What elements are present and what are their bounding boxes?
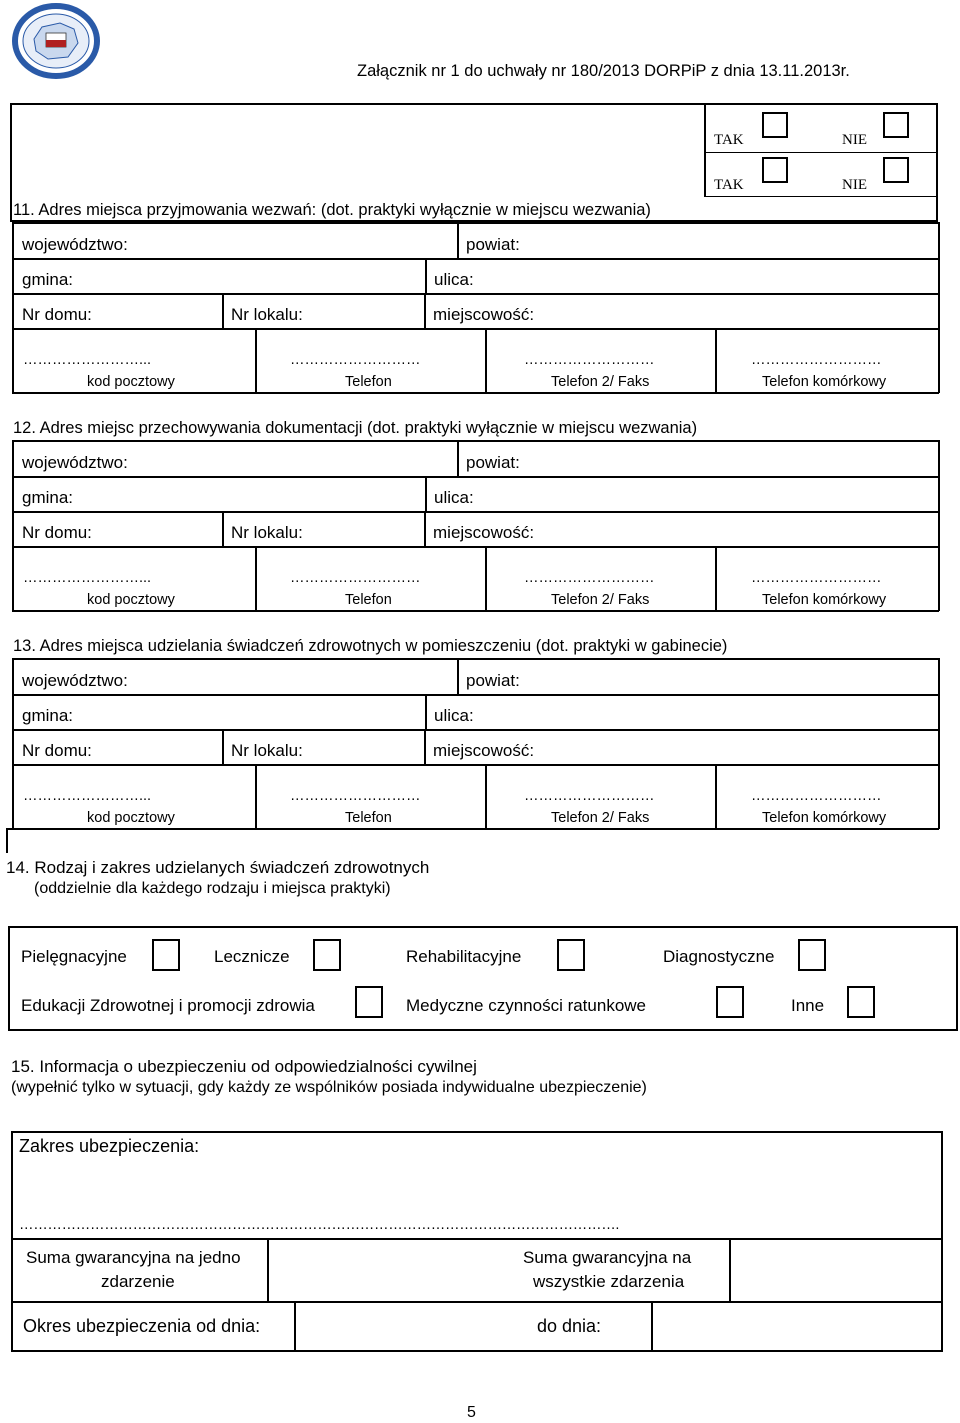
option-rehabilitacyjne: Rehabilitacyjne xyxy=(406,947,522,966)
gmina-label: gmina: xyxy=(22,488,74,507)
section-14-subtitle: (oddzielnie dla każdego rodzaju i miejsca praktyki) xyxy=(34,880,391,897)
mobile-dots: ……………………… xyxy=(751,352,882,368)
phone-dots: ……………………… xyxy=(290,352,421,368)
telefon2-faks-label: Telefon 2/ Faks xyxy=(551,810,650,826)
ulica-label: ulica: xyxy=(434,488,474,507)
option-edukacji: Edukacji Zdrowotnej i promocji zdrowia xyxy=(21,996,315,1015)
telefon-label: Telefon xyxy=(345,592,392,608)
nr-domu-label: Nr domu: xyxy=(22,741,92,760)
option-lecznicze: Lecznicze xyxy=(214,947,290,966)
section-14-title: 14. Rodzaj i zakres udzielanych świadczeń zdrowotnych xyxy=(6,858,430,877)
tak-checkbox-1[interactable] xyxy=(762,112,788,138)
tak-label-1: TAK xyxy=(714,132,744,148)
miejscowosc-label: miejscowość: xyxy=(433,523,535,542)
phone-dots: ……………………… xyxy=(290,788,421,804)
telefon2-faks-label: Telefon 2/ Faks xyxy=(551,374,650,390)
option-diagnostyczne: Diagnostyczne xyxy=(663,947,775,966)
section-11-title: 11. Adres miejsca przyjmowania wezwań: (dot. praktyki wyłącznie w miejscu wezwania) xyxy=(13,201,651,219)
do-dnia-label: do dnia: xyxy=(537,1316,602,1336)
telefon-komorkowy-label: Telefon komórkowy xyxy=(762,810,887,826)
postal-dots: ……………………... xyxy=(23,352,152,368)
inne-checkbox[interactable] xyxy=(847,986,875,1018)
option-inne: Inne xyxy=(791,996,825,1015)
powiat-label: powiat: xyxy=(466,235,520,254)
tak-checkbox-2[interactable] xyxy=(762,157,788,183)
page-number: 5 xyxy=(467,1404,476,1421)
okres-label: Okres ubezpieczenia od dnia: xyxy=(23,1316,261,1336)
option-ratunkowe: Medyczne czynności ratunkowe xyxy=(406,996,647,1015)
telefon2-faks-label: Telefon 2/ Faks xyxy=(551,592,650,608)
ulica-label: ulica: xyxy=(434,270,474,289)
nie-checkbox-1[interactable] xyxy=(883,112,909,138)
powiat-label: powiat: xyxy=(466,671,520,690)
wojewodztwo-label: województwo: xyxy=(22,235,128,254)
section-15-subtitle: (wypełnić tylko w sytuacji, gdy każdy ze wspólników posiada indywidualne ubezpieczenie) xyxy=(11,1079,647,1096)
lecznicze-checkbox[interactable] xyxy=(313,939,341,971)
suma-jedno-label-2: zdarzenie xyxy=(101,1272,175,1291)
option-pielegnacyjne: Pielęgnacyjne xyxy=(21,947,127,966)
postal-dots: ……………………... xyxy=(23,788,152,804)
ratunkowe-checkbox[interactable] xyxy=(716,986,744,1018)
zakres-dots: ………………………………………………………………………………………………………………. xyxy=(19,1217,620,1233)
edukacji-checkbox[interactable] xyxy=(355,986,383,1018)
nr-domu-label: Nr domu: xyxy=(22,523,92,542)
nie-label-1: NIE xyxy=(842,132,867,148)
gmina-label: gmina: xyxy=(22,706,74,725)
wojewodztwo-label: województwo: xyxy=(22,453,128,472)
kod-pocztowy-label: kod pocztowy xyxy=(87,374,175,390)
rehabilitacyjne-checkbox[interactable] xyxy=(557,939,585,971)
ulica-label: ulica: xyxy=(434,706,474,725)
gmina-label: gmina: xyxy=(22,270,74,289)
phone-dots: ……………………… xyxy=(290,570,421,586)
nr-lokalu-label: Nr lokalu: xyxy=(231,305,303,324)
suma-wszystkie-label-2: wszystkie zdarzenia xyxy=(533,1272,685,1291)
section-12-title: 12. Adres miejsc przechowywania dokumentacji (dot. praktyki wyłącznie w miejscu wezwania) xyxy=(13,419,698,437)
wojewodztwo-label: województwo: xyxy=(22,671,128,690)
postal-dots: ……………………... xyxy=(23,570,152,586)
nr-lokalu-label: Nr lokalu: xyxy=(231,741,303,760)
kod-pocztowy-label: kod pocztowy xyxy=(87,592,175,608)
section-13-title: 13. Adres miejsca udzielania świadczeń zdrowotnych w pomieszczeniu (dot. praktyki w gabinecie) xyxy=(13,637,728,655)
nr-domu-label: Nr domu: xyxy=(22,305,92,324)
address-block-11 xyxy=(0,222,960,392)
telefon-komorkowy-label: Telefon komórkowy xyxy=(762,592,887,608)
powiat-label: powiat: xyxy=(466,453,520,472)
nie-label-2: NIE xyxy=(842,177,867,193)
telefon-label: Telefon xyxy=(345,810,392,826)
telefon-label: Telefon xyxy=(345,374,392,390)
miejscowosc-label: miejscowość: xyxy=(433,741,535,760)
phone2-dots: ……………………… xyxy=(524,788,655,804)
tak-label-2: TAK xyxy=(714,177,744,193)
mobile-dots: ……………………… xyxy=(751,570,882,586)
suma-wszystkie-label-1: Suma gwarancyjna na xyxy=(523,1248,692,1267)
address-block-13 xyxy=(0,658,960,830)
zakres-label: Zakres ubezpieczenia: xyxy=(19,1136,200,1156)
phone2-dots: ……………………… xyxy=(524,570,655,586)
phone2-dots: ……………………… xyxy=(524,352,655,368)
chamber-logo xyxy=(12,3,100,79)
section-15-title: 15. Informacja o ubezpieczeniu od odpowiedzialności cywilnej xyxy=(11,1057,477,1076)
miejscowosc-label: miejscowość: xyxy=(433,305,535,324)
nr-lokalu-label: Nr lokalu: xyxy=(231,523,303,542)
suma-jedno-label-1: Suma gwarancyjna na jedno xyxy=(26,1248,241,1267)
nie-checkbox-2[interactable] xyxy=(883,157,909,183)
diagnostyczne-checkbox[interactable] xyxy=(798,939,826,971)
pielegnacyjne-checkbox[interactable] xyxy=(152,939,180,971)
kod-pocztowy-label: kod pocztowy xyxy=(87,810,175,826)
telefon-komorkowy-label: Telefon komórkowy xyxy=(762,374,887,390)
mobile-dots: ……………………… xyxy=(751,788,882,804)
address-block-12 xyxy=(0,440,960,610)
attachment-note: Załącznik nr 1 do uchwały nr 180/2013 DORPiP z dnia 13.11.2013r. xyxy=(357,62,850,80)
